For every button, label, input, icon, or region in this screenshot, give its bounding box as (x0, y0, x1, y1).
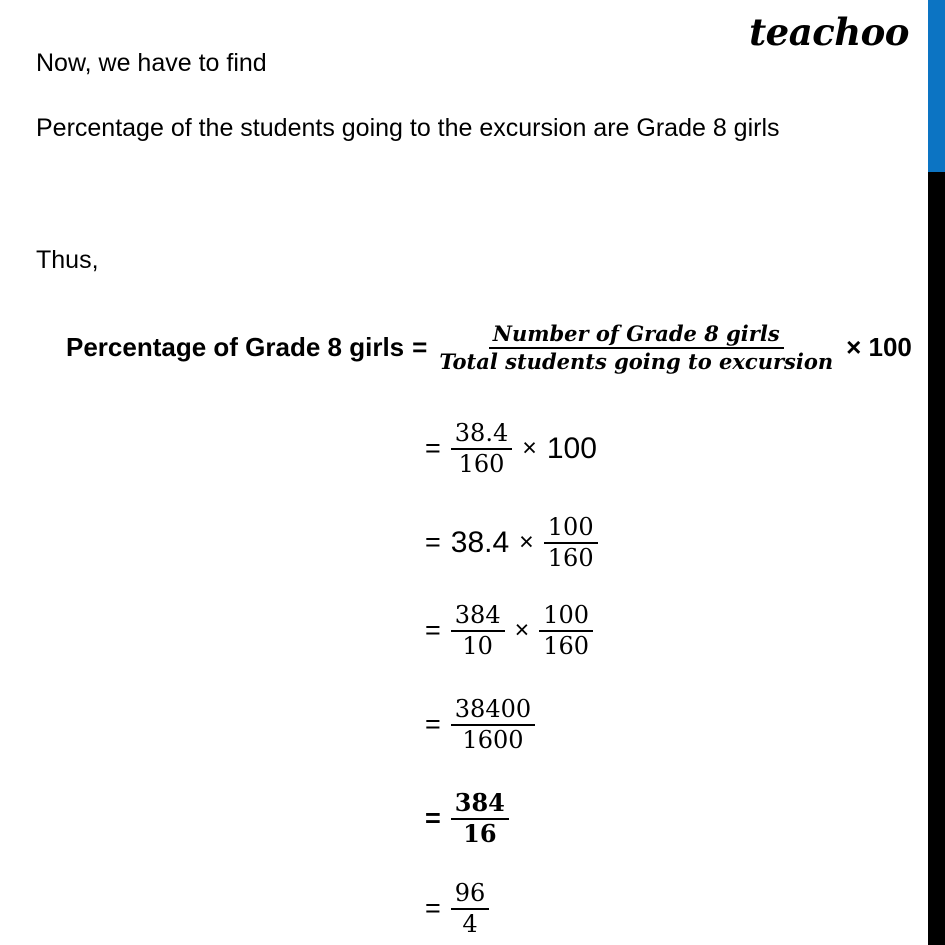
equation-step-5 (425, 790, 509, 848)
equals-sign: = (425, 615, 441, 646)
step-fraction-numerator: 384 (451, 790, 509, 820)
times-sign: × (522, 434, 537, 463)
formula-label: Percentage of Grade 8 girls (66, 332, 405, 363)
step-trailing-value: 100 (546, 431, 597, 465)
step-fraction (451, 790, 509, 848)
formula-equals-sign: = (412, 332, 428, 363)
step-fraction-denominator: 16 (463, 818, 497, 848)
step-fraction-denominator: 4 (462, 909, 478, 938)
step-fraction (451, 696, 535, 754)
equals-sign: = (425, 803, 441, 834)
step-fraction-numerator-2: 100 (539, 602, 593, 632)
step-fraction-denominator: 160 (458, 449, 505, 478)
equation-step-4 (425, 696, 535, 754)
edge-bar-blue-segment (928, 0, 945, 172)
equation-step-6 (425, 880, 489, 938)
formula-times-100: × 100 (846, 332, 912, 363)
equation-step-2 (425, 514, 598, 572)
step-fraction-denominator: 1600 (462, 725, 524, 754)
equation-step-3 (425, 602, 593, 660)
question-statement-line: Percentage of the students going to the excursion are Grade 8 girls (36, 114, 780, 142)
equals-sign: = (425, 893, 441, 924)
step-fraction (451, 420, 512, 478)
times-sign: × (519, 528, 534, 557)
right-edge-bar (928, 0, 945, 945)
step-fraction-denominator-2: 160 (543, 631, 590, 660)
step-fraction-numerator: 96 (451, 880, 490, 910)
edge-bar-black-segment (928, 172, 945, 945)
teachoo-logo: teachoo (749, 10, 909, 54)
step-fraction (544, 514, 598, 572)
intro-text-line: Now, we have to find (36, 49, 267, 77)
equals-sign: = (425, 709, 441, 740)
times-sign: × (514, 616, 530, 645)
step-fraction (451, 880, 490, 938)
formula-fraction (435, 322, 837, 373)
step-fraction-numerator: 384 (451, 602, 505, 632)
step-fraction-denominator: 10 (462, 631, 493, 660)
step-fraction-numerator: 38400 (451, 696, 535, 726)
equals-sign: = (425, 433, 441, 464)
thus-text-line: Thus, (36, 246, 99, 274)
step-fraction-numerator: 38.4 (451, 420, 512, 450)
formula-fraction-numerator: Number of Grade 8 girls (489, 322, 784, 349)
step-fraction-numerator: 100 (544, 514, 598, 544)
step-fraction-first (451, 602, 505, 660)
step-fraction-second (539, 602, 593, 660)
step-fraction-denominator: 160 (547, 543, 594, 572)
equation-step-1 (425, 420, 597, 478)
step-leading-value: 38.4 (450, 525, 510, 559)
formula-fraction-denominator: Total students going to excursion (439, 348, 834, 374)
equals-sign: = (425, 527, 441, 558)
main-formula-row (66, 322, 912, 373)
